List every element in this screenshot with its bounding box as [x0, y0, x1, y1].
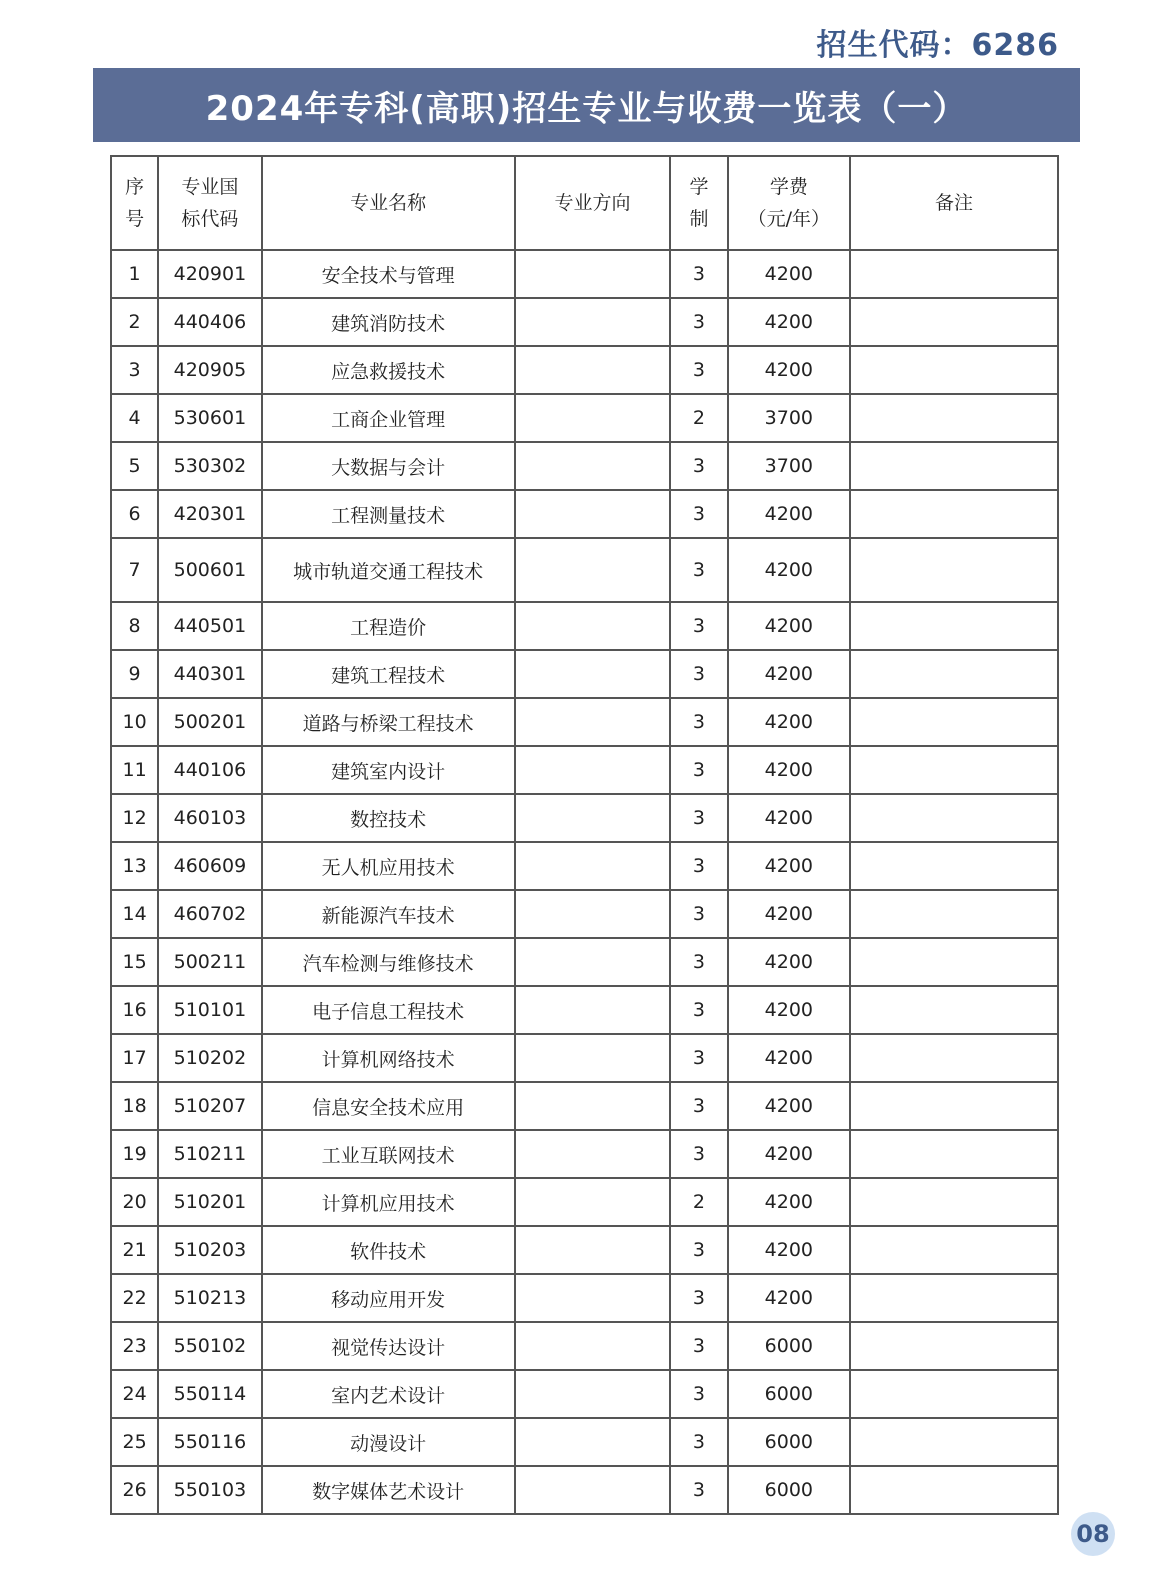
table-row [111, 1466, 1058, 1514]
cell-note [850, 986, 1058, 1034]
cell-name: 无人机应用技术 [262, 842, 515, 890]
cell-name: 信息安全技术应用 [262, 1082, 515, 1130]
cell-index: 17 [111, 1034, 158, 1082]
table-row [111, 1418, 1058, 1466]
cell-note [850, 346, 1058, 394]
cell-name: 建筑室内设计 [262, 746, 515, 794]
cell-index: 22 [111, 1274, 158, 1322]
cell-code: 420301 [158, 490, 261, 538]
cell-code: 550102 [158, 1322, 261, 1370]
table-row [111, 1370, 1058, 1418]
cell-code: 420905 [158, 346, 261, 394]
cell-note [850, 698, 1058, 746]
cell-duration: 3 [670, 1082, 727, 1130]
cell-direction [515, 602, 671, 650]
header-duration-line1: 学 [689, 176, 709, 198]
table-row [111, 1178, 1058, 1226]
cell-note [850, 1322, 1058, 1370]
cell-code: 460609 [158, 842, 261, 890]
cell-fee: 4200 [728, 650, 851, 698]
enrollment-code: 招生代码：6286 [816, 28, 1059, 63]
table-row [111, 1130, 1058, 1178]
table-row [111, 298, 1058, 346]
cell-name: 计算机应用技术 [262, 1178, 515, 1226]
header-code [158, 156, 261, 250]
cell-direction [515, 490, 671, 538]
cell-index: 19 [111, 1130, 158, 1178]
cell-code: 500601 [158, 538, 261, 602]
table-row [111, 394, 1058, 442]
cell-note [850, 794, 1058, 842]
cell-fee: 4200 [728, 490, 851, 538]
header-index-line1: 序 [125, 176, 145, 198]
cell-name: 数控技术 [262, 794, 515, 842]
table-body [111, 250, 1058, 1514]
header-fee-line1: 学费 [769, 176, 808, 198]
cell-note [850, 1418, 1058, 1466]
cell-fee: 6000 [728, 1466, 851, 1514]
cell-code: 500211 [158, 938, 261, 986]
cell-code: 510201 [158, 1178, 261, 1226]
table-row [111, 890, 1058, 938]
cell-index: 11 [111, 746, 158, 794]
cell-duration: 3 [670, 442, 727, 490]
cell-direction [515, 1130, 671, 1178]
header-index [111, 156, 158, 250]
cell-fee: 4200 [728, 298, 851, 346]
cell-fee: 4200 [728, 250, 851, 298]
cell-code: 550116 [158, 1418, 261, 1466]
cell-name: 道路与桥梁工程技术 [262, 698, 515, 746]
cell-name: 应急救援技术 [262, 346, 515, 394]
cell-code: 420901 [158, 250, 261, 298]
cell-name: 安全技术与管理 [262, 250, 515, 298]
cell-duration: 3 [670, 298, 727, 346]
cell-name: 动漫设计 [262, 1418, 515, 1466]
cell-duration: 3 [670, 1322, 727, 1370]
cell-duration: 3 [670, 602, 727, 650]
table-row [111, 746, 1058, 794]
cell-direction [515, 394, 671, 442]
cell-index: 21 [111, 1226, 158, 1274]
cell-fee: 4200 [728, 1226, 851, 1274]
cell-code: 510211 [158, 1130, 261, 1178]
cell-index: 3 [111, 346, 158, 394]
cell-note [850, 842, 1058, 890]
table-row [111, 1226, 1058, 1274]
cell-direction [515, 1226, 671, 1274]
cell-direction [515, 1466, 671, 1514]
cell-note [850, 298, 1058, 346]
table-row [111, 250, 1058, 298]
cell-name: 汽车检测与维修技术 [262, 938, 515, 986]
cell-name: 工业互联网技术 [262, 1130, 515, 1178]
cell-note [850, 1226, 1058, 1274]
cell-name: 新能源汽车技术 [262, 890, 515, 938]
cell-note [850, 1130, 1058, 1178]
cell-note [850, 602, 1058, 650]
page-title: 2024年专科(高职)招生专业与收费一览表（一） [205, 88, 968, 129]
cell-fee: 4200 [728, 602, 851, 650]
cell-name: 建筑工程技术 [262, 650, 515, 698]
cell-index: 2 [111, 298, 158, 346]
cell-note [850, 890, 1058, 938]
cell-index: 10 [111, 698, 158, 746]
cell-direction [515, 794, 671, 842]
cell-code: 440501 [158, 602, 261, 650]
table-row [111, 1034, 1058, 1082]
cell-name: 工程测量技术 [262, 490, 515, 538]
table-row [111, 1082, 1058, 1130]
cell-index: 18 [111, 1082, 158, 1130]
cell-index: 4 [111, 394, 158, 442]
table-row [111, 938, 1058, 986]
header-code-line2: 标代码 [181, 208, 239, 230]
cell-index: 26 [111, 1466, 158, 1514]
cell-index: 16 [111, 986, 158, 1034]
cell-duration: 3 [670, 1226, 727, 1274]
cell-note [850, 746, 1058, 794]
cell-direction [515, 698, 671, 746]
table-row [111, 442, 1058, 490]
cell-fee: 4200 [728, 538, 851, 602]
cell-duration: 3 [670, 538, 727, 602]
cell-duration: 3 [670, 890, 727, 938]
cell-duration: 3 [670, 746, 727, 794]
cell-name: 计算机网络技术 [262, 1034, 515, 1082]
cell-index: 5 [111, 442, 158, 490]
cell-fee: 6000 [728, 1370, 851, 1418]
cell-index: 25 [111, 1418, 158, 1466]
cell-index: 12 [111, 794, 158, 842]
header-duration-line2: 制 [689, 208, 709, 230]
cell-name: 大数据与会计 [262, 442, 515, 490]
cell-fee: 3700 [728, 442, 851, 490]
cell-fee: 4200 [728, 1082, 851, 1130]
cell-duration: 3 [670, 1466, 727, 1514]
title-banner [93, 68, 1080, 142]
table-row [111, 346, 1058, 394]
cell-fee: 4200 [728, 1178, 851, 1226]
cell-code: 440406 [158, 298, 261, 346]
cell-duration: 3 [670, 938, 727, 986]
cell-note [850, 650, 1058, 698]
cell-direction [515, 842, 671, 890]
table-row [111, 538, 1058, 602]
cell-code: 440106 [158, 746, 261, 794]
cell-direction [515, 1082, 671, 1130]
cell-direction [515, 1178, 671, 1226]
cell-fee: 4200 [728, 698, 851, 746]
cell-code: 530601 [158, 394, 261, 442]
cell-code: 510207 [158, 1082, 261, 1130]
cell-name: 视觉传达设计 [262, 1322, 515, 1370]
cell-name: 建筑消防技术 [262, 298, 515, 346]
cell-note [850, 1274, 1058, 1322]
cell-duration: 3 [670, 1130, 727, 1178]
cell-fee: 4200 [728, 890, 851, 938]
cell-fee: 4200 [728, 794, 851, 842]
cell-code: 510203 [158, 1226, 261, 1274]
header-code-line1: 专业国 [181, 176, 239, 198]
cell-fee: 4200 [728, 1130, 851, 1178]
cell-duration: 3 [670, 1034, 727, 1082]
cell-direction [515, 1322, 671, 1370]
cell-note [850, 394, 1058, 442]
cell-duration: 3 [670, 698, 727, 746]
cell-direction [515, 938, 671, 986]
cell-index: 20 [111, 1178, 158, 1226]
cell-name: 室内艺术设计 [262, 1370, 515, 1418]
header-fee-line2: （元/年） [747, 208, 831, 230]
cell-index: 15 [111, 938, 158, 986]
cell-note [850, 250, 1058, 298]
cell-fee: 6000 [728, 1322, 851, 1370]
cell-duration: 3 [670, 346, 727, 394]
cell-note [850, 538, 1058, 602]
table-row [111, 1274, 1058, 1322]
table-row [111, 842, 1058, 890]
cell-direction [515, 442, 671, 490]
cell-fee: 4200 [728, 746, 851, 794]
cell-name: 城市轨道交通工程技术 [262, 538, 515, 602]
cell-direction [515, 650, 671, 698]
cell-name: 软件技术 [262, 1226, 515, 1274]
table-row [111, 794, 1058, 842]
header-index-line2: 号 [125, 208, 145, 230]
cell-note [850, 442, 1058, 490]
cell-duration: 2 [670, 394, 727, 442]
cell-duration: 2 [670, 1178, 727, 1226]
cell-duration: 3 [670, 1418, 727, 1466]
cell-index: 14 [111, 890, 158, 938]
header-duration [670, 156, 727, 250]
cell-name: 电子信息工程技术 [262, 986, 515, 1034]
cell-note [850, 1178, 1058, 1226]
cell-direction [515, 538, 671, 602]
cell-code: 550103 [158, 1466, 261, 1514]
cell-index: 8 [111, 602, 158, 650]
cell-name: 工程造价 [262, 602, 515, 650]
cell-direction [515, 986, 671, 1034]
cell-index: 1 [111, 250, 158, 298]
cell-index: 23 [111, 1322, 158, 1370]
table-row [111, 602, 1058, 650]
cell-direction [515, 1034, 671, 1082]
cell-code: 530302 [158, 442, 261, 490]
header-fee [728, 156, 851, 250]
cell-direction [515, 890, 671, 938]
cell-note [850, 1466, 1058, 1514]
cell-index: 9 [111, 650, 158, 698]
page-number-badge: 08 [1071, 1512, 1115, 1556]
cell-name: 工商企业管理 [262, 394, 515, 442]
cell-duration: 3 [670, 842, 727, 890]
table-row [111, 490, 1058, 538]
fee-table [110, 155, 1059, 1515]
cell-code: 510202 [158, 1034, 261, 1082]
cell-direction [515, 746, 671, 794]
cell-direction [515, 250, 671, 298]
cell-fee: 6000 [728, 1418, 851, 1466]
cell-note [850, 490, 1058, 538]
cell-name: 移动应用开发 [262, 1274, 515, 1322]
cell-fee: 4200 [728, 938, 851, 986]
header-name: 专业名称 [262, 156, 515, 250]
cell-duration: 3 [670, 986, 727, 1034]
table-row [111, 986, 1058, 1034]
cell-index: 6 [111, 490, 158, 538]
cell-duration: 3 [670, 490, 727, 538]
cell-direction [515, 1370, 671, 1418]
cell-note [850, 1370, 1058, 1418]
cell-fee: 4200 [728, 842, 851, 890]
cell-fee: 4200 [728, 1034, 851, 1082]
table-row [111, 650, 1058, 698]
cell-duration: 3 [670, 1370, 727, 1418]
cell-code: 460103 [158, 794, 261, 842]
cell-index: 13 [111, 842, 158, 890]
cell-duration: 3 [670, 250, 727, 298]
cell-index: 24 [111, 1370, 158, 1418]
cell-direction [515, 298, 671, 346]
cell-note [850, 1082, 1058, 1130]
cell-code: 510213 [158, 1274, 261, 1322]
cell-fee: 4200 [728, 1274, 851, 1322]
cell-name: 数字媒体艺术设计 [262, 1466, 515, 1514]
cell-index: 7 [111, 538, 158, 602]
cell-duration: 3 [670, 650, 727, 698]
cell-fee: 4200 [728, 346, 851, 394]
cell-direction [515, 346, 671, 394]
cell-code: 440301 [158, 650, 261, 698]
cell-duration: 3 [670, 1274, 727, 1322]
cell-code: 510101 [158, 986, 261, 1034]
table-row [111, 698, 1058, 746]
cell-direction [515, 1274, 671, 1322]
cell-fee: 3700 [728, 394, 851, 442]
cell-note [850, 1034, 1058, 1082]
cell-note [850, 938, 1058, 986]
table-row [111, 1322, 1058, 1370]
table-header-row [111, 156, 1058, 250]
header-note: 备注 [850, 156, 1058, 250]
cell-code: 500201 [158, 698, 261, 746]
cell-direction [515, 1418, 671, 1466]
cell-duration: 3 [670, 794, 727, 842]
header-direction: 专业方向 [515, 156, 671, 250]
cell-fee: 4200 [728, 986, 851, 1034]
cell-code: 550114 [158, 1370, 261, 1418]
cell-code: 460702 [158, 890, 261, 938]
